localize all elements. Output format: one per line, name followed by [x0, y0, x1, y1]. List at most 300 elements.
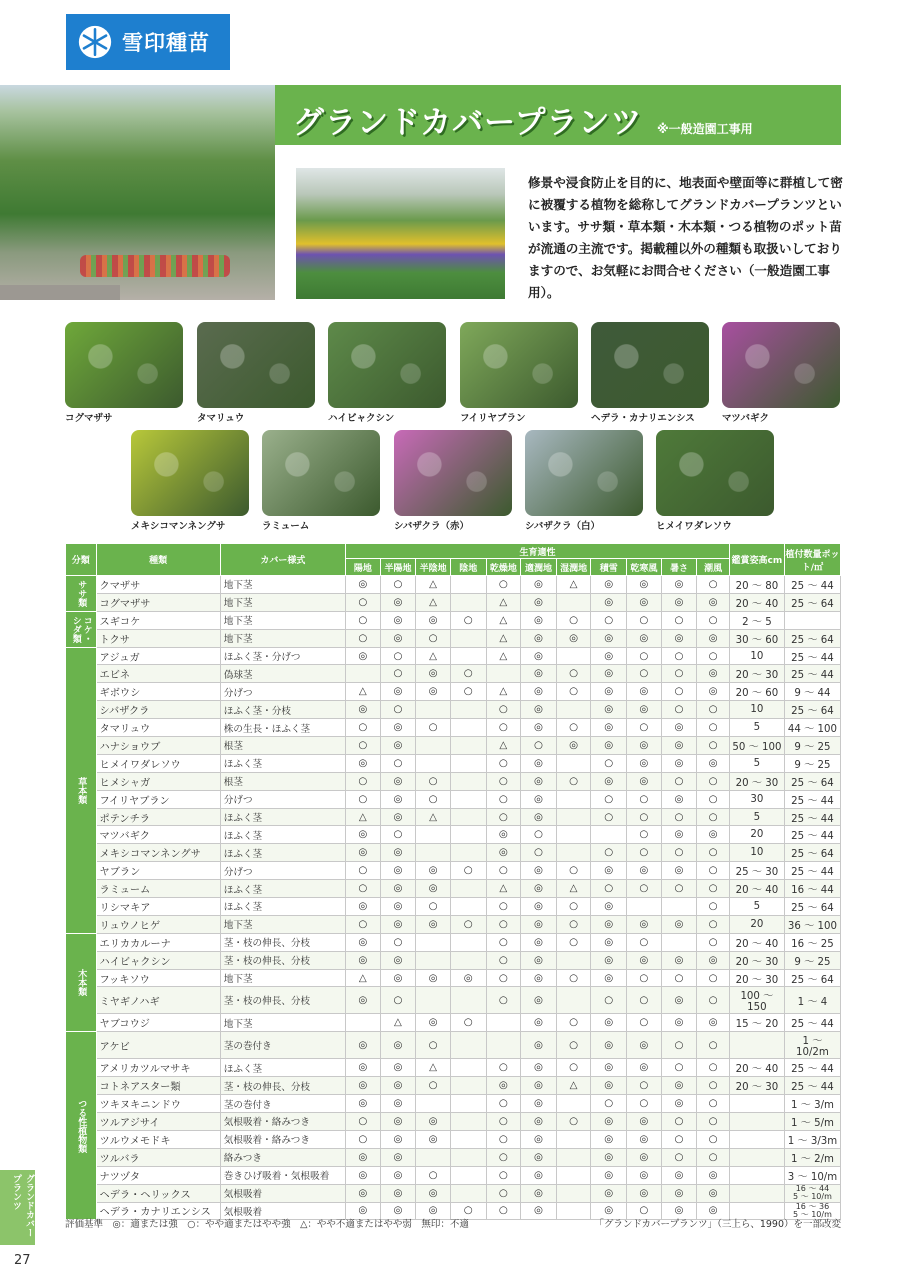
suitability-mark: ◎ — [521, 1077, 557, 1095]
species-name: ヤブラン — [96, 862, 220, 880]
density-value: 9 ～ 25 — [784, 737, 840, 755]
height-value — [729, 1184, 784, 1202]
brand-logo — [66, 14, 230, 70]
density-value: 1 ～ 3/m — [784, 1095, 840, 1113]
density-value: 16 ～ 36 5 ～ 10/m — [784, 1202, 840, 1220]
suitability-mark: ◎ — [346, 951, 381, 969]
species-name: ハナショウブ — [96, 737, 220, 755]
cover-type: ほふく茎 — [220, 826, 345, 844]
plant-photo — [591, 322, 709, 408]
suitability-mark: ○ — [556, 719, 591, 737]
suitability-mark: ○ — [416, 719, 451, 737]
suitability-mark: ◎ — [627, 576, 662, 594]
suitability-mark: ◎ — [627, 593, 662, 611]
cover-type: 地下茎 — [220, 915, 345, 933]
suitability-mark: ◎ — [346, 1059, 381, 1077]
suitability-mark — [450, 1130, 486, 1148]
suitability-mark: ○ — [697, 1148, 730, 1166]
height-value — [729, 1113, 784, 1131]
suitability-mark: ◎ — [346, 1095, 381, 1113]
plant-photo — [722, 322, 840, 408]
suitability-mark: ◎ — [591, 1166, 627, 1184]
suitability-mark: ◎ — [346, 1202, 381, 1220]
suitability-mark: ○ — [486, 719, 521, 737]
suitability-mark: ◎ — [521, 933, 557, 951]
suitability-mark — [450, 576, 486, 594]
species-name: アケビ — [96, 1032, 220, 1059]
suitability-mark: ○ — [346, 1113, 381, 1131]
suitability-mark: ◎ — [380, 1113, 416, 1131]
suitability-mark: ○ — [486, 1113, 521, 1131]
suitability-mark: ◎ — [416, 862, 451, 880]
table-row — [66, 1148, 841, 1166]
cover-type: 地下茎 — [220, 593, 345, 611]
species-name: ヒメシャガ — [96, 772, 220, 790]
suitability-mark: ◎ — [591, 862, 627, 880]
height-value: 20 ～ 30 — [729, 665, 784, 683]
species-name: タマリュウ — [96, 719, 220, 737]
suitability-mark: ○ — [697, 862, 730, 880]
suitability-mark: ○ — [346, 880, 381, 898]
suitability-mark: △ — [486, 737, 521, 755]
suitability-mark — [416, 1148, 451, 1166]
page-title: グランドカバープランツ — [293, 105, 643, 141]
suitability-mark: ◎ — [661, 593, 697, 611]
suitability-mark: ◎ — [661, 754, 697, 772]
plant-photo — [131, 430, 249, 516]
suitability-mark: ○ — [521, 737, 557, 755]
suitability-mark — [450, 1184, 486, 1202]
density-value: 9 ～ 44 — [784, 683, 840, 701]
density-value: 25 ～ 44 — [784, 790, 840, 808]
density-value: 9 ～ 25 — [784, 951, 840, 969]
suitability-mark — [346, 1014, 381, 1032]
suitability-mark: ○ — [416, 790, 451, 808]
suitability-mark: ◎ — [521, 790, 557, 808]
suitability-mark: ◎ — [380, 862, 416, 880]
species-name: アメリカツルマサキ — [96, 1059, 220, 1077]
species-name: ラミューム — [96, 880, 220, 898]
density-value: 25 ～ 44 — [784, 826, 840, 844]
species-name: シバザクラ — [96, 701, 220, 719]
suitability-mark: ◎ — [697, 629, 730, 647]
species-name: アジュガ — [96, 647, 220, 665]
suitability-mark: ◎ — [661, 1166, 697, 1184]
category-label: つる性植物類 — [66, 1032, 97, 1220]
suitability-mark: ○ — [697, 808, 730, 826]
suitability-mark — [627, 898, 662, 916]
cover-type: ほふく茎 — [220, 844, 345, 862]
cover-type: 地下茎 — [220, 1014, 345, 1032]
suitability-mark: ○ — [697, 790, 730, 808]
plant-caption: ヒメイワダレソウ — [656, 521, 732, 532]
suitability-mark: ○ — [521, 826, 557, 844]
suitability-mark: ○ — [661, 611, 697, 629]
suitability-mark: ◎ — [416, 1202, 451, 1220]
suitability-mark: ○ — [661, 1148, 697, 1166]
suitability-mark: ○ — [697, 1032, 730, 1059]
plant-caption: フイリヤブラン — [460, 413, 526, 424]
suitability-mark: ○ — [416, 1166, 451, 1184]
suitability-mark: ○ — [627, 719, 662, 737]
suitability-mark: ◎ — [521, 1166, 557, 1184]
suitability-mark: ○ — [697, 933, 730, 951]
suitability-mark: ◎ — [416, 915, 451, 933]
species-name: ヘデラ・ヘリックス — [96, 1184, 220, 1202]
suitability-mark: ◎ — [661, 576, 697, 594]
suitability-mark: ○ — [380, 826, 416, 844]
suitability-mark: ○ — [416, 1032, 451, 1059]
table-row — [66, 933, 841, 951]
suitability-mark: △ — [416, 576, 451, 594]
table-row — [66, 629, 841, 647]
suitability-mark — [450, 844, 486, 862]
suitability-mark: ○ — [697, 719, 730, 737]
suitability-mark: ○ — [486, 1059, 521, 1077]
suitability-mark: ◎ — [591, 701, 627, 719]
density-value: 25 ～ 64 — [784, 772, 840, 790]
suitability-mark: ◎ — [380, 1032, 416, 1059]
plant-caption: シバザクラ（赤） — [394, 521, 469, 532]
suitability-mark — [416, 844, 451, 862]
species-name: ツルウメモドキ — [96, 1130, 220, 1148]
suitability-mark: ○ — [450, 1014, 486, 1032]
table-row — [66, 1014, 841, 1032]
suitability-mark: ◎ — [661, 987, 697, 1014]
suitability-mark: ○ — [627, 665, 662, 683]
density-value: 25 ～ 44 — [784, 808, 840, 826]
suitability-mark: ◎ — [661, 1014, 697, 1032]
suitability-mark: ◎ — [521, 862, 557, 880]
header-height: 鑑賞姿高cm — [729, 544, 784, 576]
height-value — [729, 1130, 784, 1148]
suitability-mark: ○ — [591, 844, 627, 862]
height-value: 25 ～ 30 — [729, 862, 784, 880]
height-value: 30 — [729, 790, 784, 808]
suitability-mark: ◎ — [521, 1032, 557, 1059]
suitability-mark: ○ — [556, 772, 591, 790]
table-row — [66, 772, 841, 790]
height-value: 20 — [729, 826, 784, 844]
table-row — [66, 987, 841, 1014]
suitability-mark: ◎ — [591, 933, 627, 951]
cover-type: ほふく茎 — [220, 754, 345, 772]
table-row — [66, 719, 841, 737]
suitability-mark: ◎ — [521, 915, 557, 933]
suitability-mark — [450, 790, 486, 808]
height-value: 20 ～ 40 — [729, 593, 784, 611]
suitability-mark: ◎ — [591, 647, 627, 665]
suitability-mark: ○ — [591, 1095, 627, 1113]
suitability-mark: ○ — [591, 987, 627, 1014]
suitability-mark: △ — [416, 647, 451, 665]
suitability-mark: ◎ — [380, 880, 416, 898]
species-name: ミヤギノハギ — [96, 987, 220, 1014]
suitability-mark: △ — [416, 593, 451, 611]
header-category: 分類 — [66, 544, 97, 576]
suitability-mark — [450, 880, 486, 898]
suitability-mark — [450, 629, 486, 647]
suitability-mark: ◎ — [416, 880, 451, 898]
suitability-mark: ◎ — [697, 754, 730, 772]
species-name: ギボウシ — [96, 683, 220, 701]
cover-type: 茎の巻付き — [220, 1032, 345, 1059]
suitability-mark — [556, 808, 591, 826]
height-value — [729, 1148, 784, 1166]
suitability-mark: ◎ — [627, 1148, 662, 1166]
suitability-mark — [346, 665, 381, 683]
density-value: 25 ～ 64 — [784, 629, 840, 647]
plant-caption: マツバギク — [722, 413, 770, 424]
density-value: 25 ～ 44 — [784, 862, 840, 880]
density-value: 44 ～ 100 — [784, 719, 840, 737]
suitability-mark: ○ — [697, 1130, 730, 1148]
density-value: 25 ～ 44 — [784, 665, 840, 683]
suitability-mark: ○ — [346, 790, 381, 808]
density-value: 25 ～ 44 — [784, 1014, 840, 1032]
suitability-mark: ○ — [486, 951, 521, 969]
suitability-mark: ◎ — [591, 1148, 627, 1166]
suitability-mark: ○ — [697, 772, 730, 790]
height-value: 5 — [729, 808, 784, 826]
table-row — [66, 1059, 841, 1077]
height-value — [729, 1095, 784, 1113]
suitability-mark: ◎ — [591, 1202, 627, 1220]
height-value: 20 ～ 30 — [729, 969, 784, 987]
species-name: トクサ — [96, 629, 220, 647]
table-row — [66, 898, 841, 916]
density-value: 16 ～ 44 5 ～ 10/m — [784, 1184, 840, 1202]
suitability-mark: ◎ — [627, 1113, 662, 1131]
density-value: 36 ～ 100 — [784, 915, 840, 933]
suitability-mark: ○ — [486, 915, 521, 933]
header-condition: 陽地 — [346, 559, 381, 576]
suitability-mark: ◎ — [380, 1095, 416, 1113]
side-tab — [0, 1170, 35, 1245]
plant-caption: コグマザサ — [65, 413, 113, 424]
suitability-mark: ○ — [556, 683, 591, 701]
category-label: 木本類 — [66, 933, 97, 1032]
suitability-mark: ◎ — [661, 826, 697, 844]
suitability-mark: ◎ — [661, 1077, 697, 1095]
density-value: 25 ～ 64 — [784, 593, 840, 611]
suitability-mark: ◎ — [521, 880, 557, 898]
suitability-mark: ◎ — [661, 951, 697, 969]
suitability-mark: ◎ — [346, 987, 381, 1014]
suitability-mark: ○ — [486, 987, 521, 1014]
suitability-mark — [450, 1059, 486, 1077]
suitability-mark: ○ — [380, 754, 416, 772]
suitability-mark: ◎ — [556, 629, 591, 647]
suitability-mark: ○ — [380, 987, 416, 1014]
suitability-mark — [556, 951, 591, 969]
suitability-mark: ◎ — [346, 826, 381, 844]
suitability-mark: ○ — [486, 701, 521, 719]
suitability-mark: ◎ — [486, 844, 521, 862]
suitability-mark — [416, 701, 451, 719]
suitability-mark: ○ — [346, 915, 381, 933]
suitability-mark: ◎ — [591, 1059, 627, 1077]
suitability-mark: ◎ — [416, 1014, 451, 1032]
species-name: メキシコマンネングサ — [96, 844, 220, 862]
suitability-mark — [416, 987, 451, 1014]
suitability-mark — [450, 987, 486, 1014]
suitability-mark: ◎ — [416, 1130, 451, 1148]
suitability-mark: ◎ — [591, 772, 627, 790]
suitability-mark: ○ — [556, 1113, 591, 1131]
suitability-mark — [486, 665, 521, 683]
plant-caption: タマリュウ — [197, 413, 245, 424]
cover-type: 地下茎 — [220, 969, 345, 987]
suitability-mark: ○ — [661, 1113, 697, 1131]
plant-photo — [525, 430, 643, 516]
table-row — [66, 951, 841, 969]
suitability-mark: △ — [486, 611, 521, 629]
suitability-mark: ◎ — [380, 1077, 416, 1095]
suitability-mark: ◎ — [591, 915, 627, 933]
suitability-mark: ◎ — [380, 772, 416, 790]
suitability-mark: ◎ — [346, 844, 381, 862]
suitability-mark: ○ — [486, 933, 521, 951]
suitability-mark: ◎ — [380, 1148, 416, 1166]
suitability-mark: △ — [556, 1077, 591, 1095]
suitability-mark: ◎ — [380, 719, 416, 737]
suitability-mark: ◎ — [521, 1014, 557, 1032]
header-condition: 乾寒風 — [627, 559, 662, 576]
suitability-mark: ◎ — [556, 737, 591, 755]
height-value: 20 ～ 30 — [729, 772, 784, 790]
height-value: 100 ～ 150 — [729, 987, 784, 1014]
suitability-mark: ◎ — [661, 1184, 697, 1202]
suitability-mark: ○ — [486, 862, 521, 880]
suitability-mark: ◎ — [380, 790, 416, 808]
suitability-mark: ○ — [346, 1130, 381, 1148]
suitability-mark: ◎ — [661, 915, 697, 933]
height-value: 20 ～ 40 — [729, 933, 784, 951]
table-row — [66, 862, 841, 880]
suitability-mark: ◎ — [521, 576, 557, 594]
header-condition: 暑さ — [661, 559, 697, 576]
suitability-mark — [450, 826, 486, 844]
cover-type: 地下茎 — [220, 611, 345, 629]
suitability-mark: ◎ — [416, 1113, 451, 1131]
suitability-mark — [416, 1095, 451, 1113]
suitability-mark: ○ — [346, 772, 381, 790]
height-value: 5 — [729, 754, 784, 772]
table-row — [66, 647, 841, 665]
suitability-mark: ◎ — [521, 593, 557, 611]
suitability-mark: ◎ — [661, 1202, 697, 1220]
density-value: 25 ～ 64 — [784, 844, 840, 862]
suitability-mark: ◎ — [521, 951, 557, 969]
table-row — [66, 683, 841, 701]
suitability-mark — [556, 754, 591, 772]
suitability-mark: ◎ — [591, 629, 627, 647]
table-row — [66, 1130, 841, 1148]
suitability-mark: ○ — [591, 880, 627, 898]
suitability-mark: ○ — [627, 880, 662, 898]
table-row — [66, 826, 841, 844]
cover-type: ほふく茎・分げつ — [220, 647, 345, 665]
suitability-mark — [486, 1014, 521, 1032]
suitability-mark: ○ — [450, 915, 486, 933]
cover-type: 茎・枝の伸長、分枝 — [220, 951, 345, 969]
table-row — [66, 737, 841, 755]
species-name: ツキヌキニンドウ — [96, 1095, 220, 1113]
cover-type: 地下茎 — [220, 629, 345, 647]
suitability-mark: ○ — [697, 844, 730, 862]
legend: 評価基準 ◎：適または強 ○：やや適またはやや強 △：やや不適またはやや弱 無印：不適 — [65, 1219, 469, 1230]
suitability-mark: ○ — [627, 826, 662, 844]
suitability-mark: ◎ — [521, 1148, 557, 1166]
suitability-mark: ◎ — [697, 1184, 730, 1202]
suitability-mark: ◎ — [346, 1032, 381, 1059]
suitability-mark: ○ — [661, 844, 697, 862]
suitability-mark: ○ — [661, 683, 697, 701]
height-value: 20 ～ 60 — [729, 683, 784, 701]
suitability-mark: ◎ — [416, 683, 451, 701]
suitability-mark — [416, 826, 451, 844]
plant-caption: ハイビャクシン — [328, 413, 395, 424]
suitability-mark: ○ — [697, 1113, 730, 1131]
suitability-mark: ◎ — [380, 629, 416, 647]
suitability-mark — [450, 754, 486, 772]
cover-type: 地下茎 — [220, 576, 345, 594]
density-value: 1 ～ 3/3m — [784, 1130, 840, 1148]
suitability-mark: ○ — [416, 629, 451, 647]
suitability-mark: △ — [556, 576, 591, 594]
suitability-mark — [450, 772, 486, 790]
species-name: ツルバラ — [96, 1148, 220, 1166]
suitability-mark: ◎ — [486, 826, 521, 844]
suitability-mark: ○ — [627, 790, 662, 808]
height-value: 20 ～ 40 — [729, 1059, 784, 1077]
suitability-mark: ○ — [697, 701, 730, 719]
suitability-mark: ◎ — [380, 1130, 416, 1148]
suitability-mark: ○ — [697, 898, 730, 916]
suitability-mark: ◎ — [697, 593, 730, 611]
suitability-mark: ◎ — [521, 969, 557, 987]
suitability-mark: △ — [416, 808, 451, 826]
suitability-mark: ◎ — [346, 701, 381, 719]
table-row — [66, 576, 841, 594]
suitability-mark: ◎ — [380, 969, 416, 987]
table-row — [66, 808, 841, 826]
suitability-mark: ◎ — [380, 1184, 416, 1202]
suitability-mark: △ — [486, 880, 521, 898]
suitability-mark — [450, 1166, 486, 1184]
density-value: 25 ～ 44 — [784, 1059, 840, 1077]
title-note: ※一般造園工事用 — [657, 122, 753, 136]
header-species: 種類 — [96, 544, 220, 576]
suitability-mark: ○ — [627, 808, 662, 826]
suitability-mark: ○ — [380, 647, 416, 665]
suitability-mark: △ — [486, 683, 521, 701]
suitability-mark: △ — [346, 683, 381, 701]
suitability-mark: ◎ — [661, 790, 697, 808]
suitability-mark: △ — [486, 629, 521, 647]
plant-photo — [197, 322, 315, 408]
suitability-mark: ○ — [627, 844, 662, 862]
suitability-mark: ◎ — [697, 1202, 730, 1220]
suitability-mark: ◎ — [380, 1166, 416, 1184]
suitability-mark: ○ — [697, 1077, 730, 1095]
category-label: 草本類 — [66, 647, 97, 933]
species-name: ナツヅタ — [96, 1166, 220, 1184]
suitability-mark: ◎ — [380, 593, 416, 611]
plant-caption: シバザクラ（白） — [525, 521, 600, 532]
suitability-mark: ○ — [486, 1095, 521, 1113]
